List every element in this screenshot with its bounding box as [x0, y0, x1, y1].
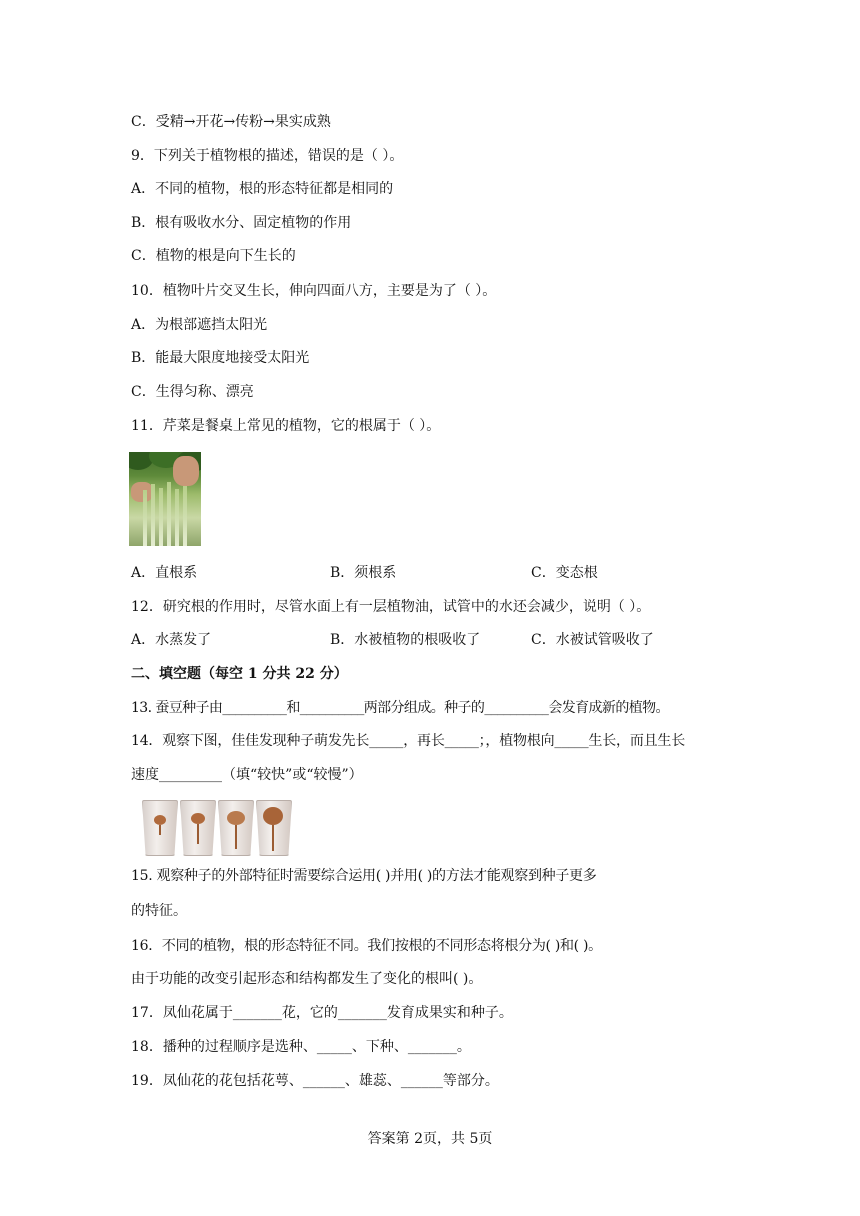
celery-photo: [129, 452, 201, 546]
section-heading-fill-in: 二、填空题（每空 1 分共 22 分）: [131, 666, 348, 682]
option-12c: C．水被试管吸收了: [531, 632, 654, 648]
question-11: 11．芹菜是餐桌上常见的植物，它的根属于（ ）。: [131, 418, 441, 434]
option-11b: B．须根系: [330, 565, 397, 581]
question-18: 18．播种的过程顺序是选种、_____、下种、_______。: [131, 1039, 471, 1055]
question-19: 19．凤仙花的花包括花萼、______、雄蕊、______等部分。: [131, 1073, 499, 1089]
line-q8c: C．受精→开花→传粉→果实成熟: [131, 114, 331, 130]
question-9: 9．下列关于植物根的描述，错误的是（ ）。: [131, 148, 404, 164]
option-10a: A．为根部遮挡太阳光: [131, 317, 268, 333]
germination-cups-photo: [140, 794, 300, 856]
option-12b: B．水被植物的根吸收了: [330, 632, 481, 648]
question-13: 13. 蚕豆种子由__________和__________两部分组成。种子的__________会发育成新的植物。: [131, 700, 669, 716]
question-15: 15. 观察种子的外部特征时需要综合运用( )并用( )的方法才能观察到种子更多: [131, 868, 597, 884]
option-9b: B．根有吸收水分、固定植物的作用: [131, 215, 352, 231]
option-11a: A．直根系: [131, 565, 198, 581]
question-16: 16．不同的植物，根的形态特征不同。我们按根的不同形态将根分为( )和( )。: [131, 938, 602, 954]
question-10: 10．植物叶片交叉生长，伸向四面八方，主要是为了（ ）。: [131, 283, 497, 299]
option-12a: A．水蒸发了: [131, 632, 212, 648]
question-14: 14．观察下图，佳佳发现种子萌发先长_____，再长_____；，植物根向_____生长，而且生长: [131, 733, 686, 749]
page-footer: 答案第 2页，共 5页: [367, 1131, 493, 1147]
option-10c: C．生得匀称、漂亮: [131, 384, 254, 400]
option-11c: C．变态根: [531, 565, 598, 581]
option-10b: B．能最大限度地接受太阳光: [131, 350, 310, 366]
option-9a: A．不同的植物，根的形态特征都是相同的: [131, 181, 394, 197]
question-12: 12．研究根的作用时，尽管水面上有一层植物油，试管中的水还会减少，说明（ ）。: [131, 599, 651, 615]
question-15-cont: 的特征。: [131, 903, 187, 919]
option-9c: C．植物的根是向下生长的: [131, 248, 296, 264]
question-16-cont: 由于功能的改变引起形态和结构都发生了变化的根叫( )。: [131, 971, 483, 987]
question-14-cont: 速度_________（填“较快”或“较慢”）: [131, 767, 363, 783]
question-17: 17．凤仙花属于_______花，它的_______发育成果实和种子。: [131, 1005, 513, 1021]
